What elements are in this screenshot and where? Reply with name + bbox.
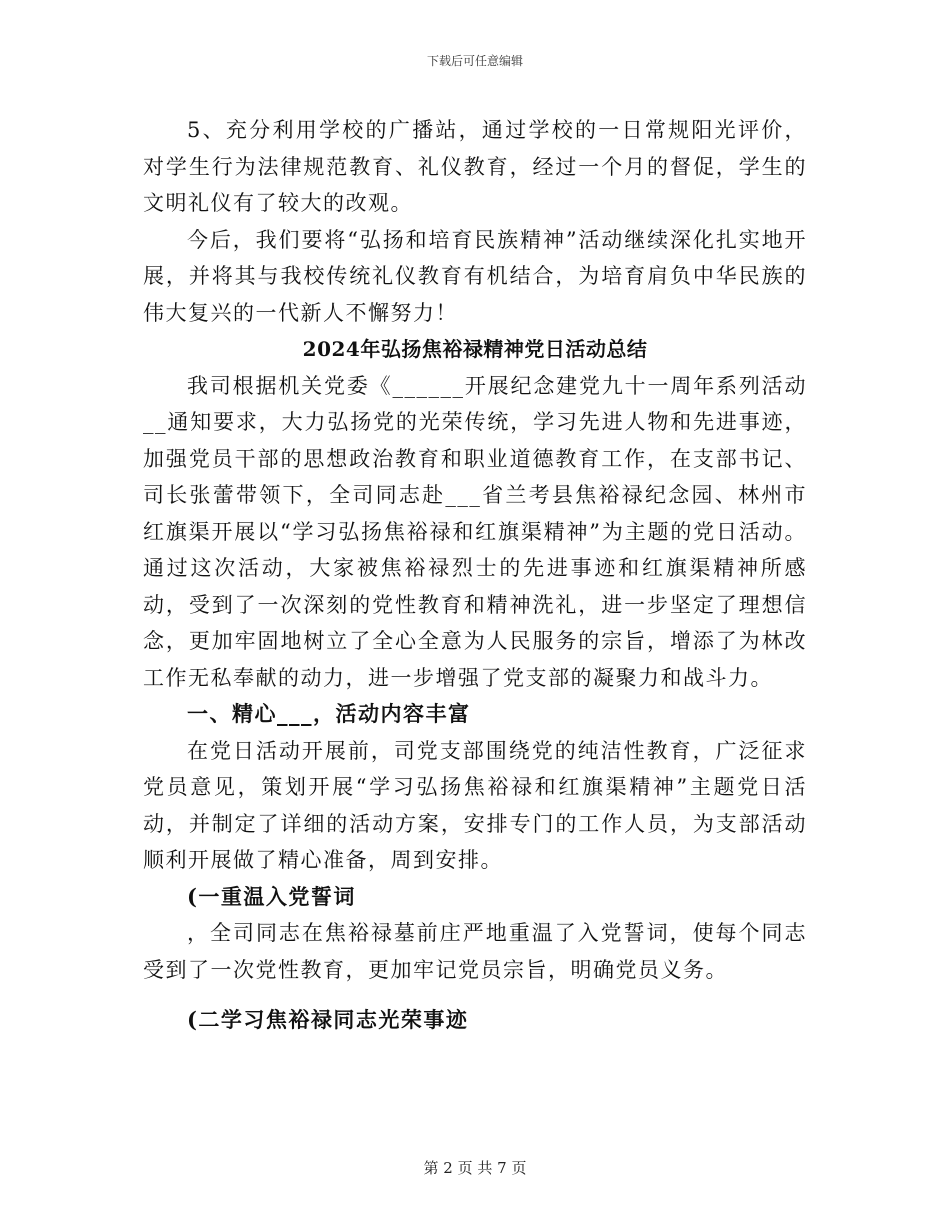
document-body <box>143 112 807 1039</box>
paragraph-conclusion: 今后，我们要将“弘扬和培育民族精神”活动继续深化扎实地开展，并将其与我校传统礼仪教育有机结合，为培育肩负中华民族的伟大复兴的一代新人不懈努力！ <box>143 227 807 325</box>
document-title: 2024年弘扬焦裕禄精神党日活动总结 <box>302 337 648 361</box>
paragraph-oath: ，全司同志在焦裕禄墓前庄严地重温了入党誓词，使每个同志受到了一次党性教育，更加牢记党员宗旨，明确党员义务。 <box>143 921 807 982</box>
page-number: 第 2 页 共 7 页 <box>423 1159 527 1177</box>
paragraph-section-1: 在党日活动开展前，司党支部围绕党的纯洁性教育，广泛征求党员意见，策划开展“学习弘扬焦裕禄和红旗渠精神”主题党日活动，并制定了详细的活动方案，安排专门的工作人员，为支部活动顺利开展做了精心准备，周到安排。 <box>143 738 807 872</box>
section-heading-1: 一、精心___，活动内容丰富 <box>187 701 471 726</box>
subheading-2: (二学习焦裕禄同志光荣事迹 <box>187 1007 469 1032</box>
paragraph-item-5: 5、充分利用学校的广播站，通过学校的一日常规阳光评价，对学生行为法律规范教育、礼仪教育，经过一个月的督促，学生的文明礼仪有了较大的改观。 <box>143 118 807 215</box>
paragraph-intro: 我司根据机关党委《______开展纪念建党九十一周年系列活动__通知要求，大力弘扬党的光荣传统，学习先进人物和先进事迹，加强党员干部的思想政治教育和职业道德教育工作，在支部书记、司长张蕾带领下，全司同志赴___省兰考县焦裕禄纪念园、林州市红旗渠开展以“学习弘扬焦裕禄和红旗渠精神”为主题的党日活动。通过这次活动，大家被焦裕禄烈士的先进事迹和红旗渠精神所感动，受到了一次深刻的党性教育和精神洗礼，进一步坚定了理想信念，更加牢固地树立了全心全意为人民服务的宗旨，增添了为林改工作无私奉献的动力，进一步增强了党支部的凝聚力和战斗力。 <box>143 373 807 690</box>
subheading-1: (一重温入党誓词 <box>187 883 356 909</box>
page-header: 下载后可任意编辑 <box>426 54 523 68</box>
